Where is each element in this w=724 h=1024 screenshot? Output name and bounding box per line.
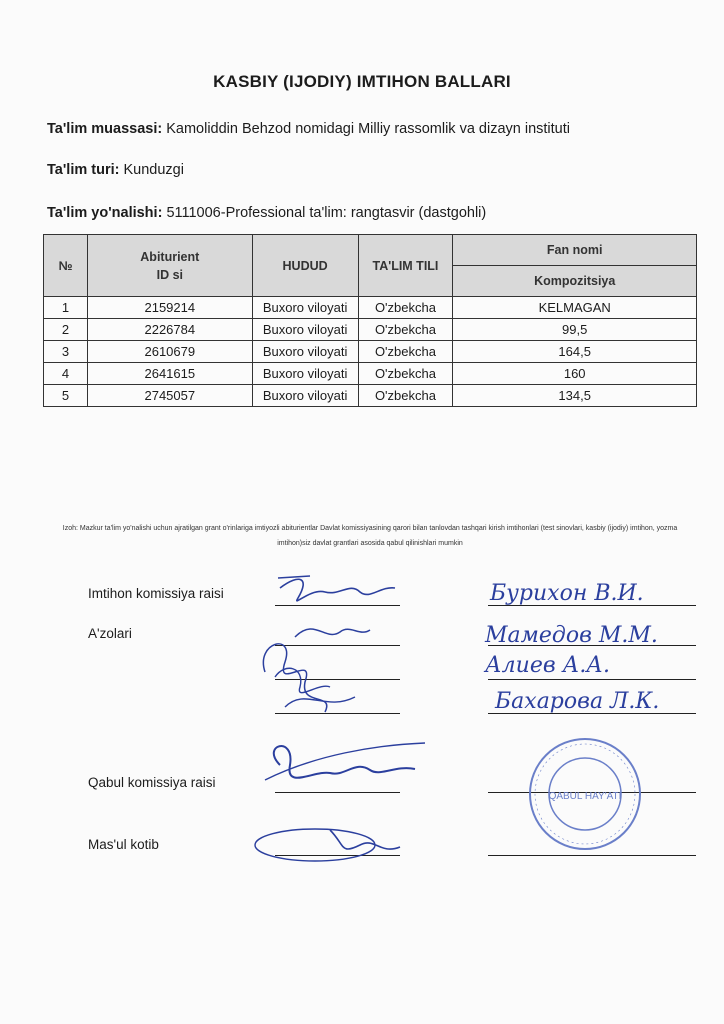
- cell-score: 99,5: [453, 319, 697, 341]
- scores-table: [43, 234, 697, 407]
- document-title: KASBIY (IJODIY) IMTIHON BALLARI: [213, 72, 511, 91]
- header-subject-group: Fan nomi: [453, 235, 697, 266]
- info-label: Ta'lim yo'nalishi:: [47, 205, 163, 221]
- signature-admission-chair: [255, 735, 425, 795]
- handwritten-name: Алиев А.А.: [485, 653, 610, 678]
- signature-members: [245, 612, 395, 722]
- info-value: 5111006-Professional ta'lim: rangtasvir (dastgohli): [166, 205, 487, 221]
- header-region: HUDUD: [252, 235, 358, 297]
- cell-score: KELMAGAN: [453, 297, 697, 319]
- cell-id: 2745057: [87, 385, 252, 407]
- cell-id: 2641615: [87, 363, 252, 385]
- cell-id: 2226784: [87, 319, 252, 341]
- table-row: [44, 297, 697, 319]
- label-members: A'zolari: [88, 626, 132, 641]
- header-subject: Kompozitsiya: [453, 266, 697, 297]
- handwritten-name: Бахарова Л.К.: [495, 689, 660, 714]
- cell-language: O'zbekcha: [358, 385, 453, 407]
- label-secretary: Mas'ul kotib: [88, 837, 159, 852]
- cell-number: 5: [44, 385, 88, 407]
- official-stamp: [528, 737, 642, 851]
- cell-region: Buxoro viloyati: [252, 341, 358, 363]
- info-label: Ta'lim muassasi:: [47, 121, 163, 137]
- table-row: [44, 363, 697, 385]
- header-number: №: [44, 235, 88, 297]
- cell-region: Buxoro viloyati: [252, 363, 358, 385]
- footnote: Izoh: Mazkur ta'lim yo'nalishi uchun ajratilgan grant o'rinlariga imtiyozli abiturientlar Davlat komissiyasining qarori bilan tanlovdan tashqari kirish imtihonlari (test sinovlari, kasbiy (ijodiy) imtihon, yozma imtihon)siz davlat grantlari asosida qabul qilinishlari mumkin: [62, 525, 678, 547]
- cell-number: 4: [44, 363, 88, 385]
- cell-language: O'zbekcha: [358, 297, 453, 319]
- cell-number: 3: [44, 341, 88, 363]
- info-study-form: [47, 162, 184, 178]
- info-value: Kunduzgi: [123, 162, 184, 178]
- table-row: [44, 385, 697, 407]
- cell-id: 2610679: [87, 341, 252, 363]
- name-line: [488, 855, 696, 856]
- header-applicant-id: [87, 235, 252, 297]
- cell-score: 164,5: [453, 341, 697, 363]
- handwritten-name: Мамедов М.М.: [485, 623, 658, 648]
- label-admission-chair: Qabul komissiya raisi: [88, 775, 216, 790]
- handwritten-name: Бурихон В.И.: [490, 581, 644, 606]
- cell-number: 2: [44, 319, 88, 341]
- label-exam-chair: Imtihon komissiya raisi: [88, 586, 224, 601]
- handwritten-names: [480, 570, 700, 730]
- cell-language: O'zbekcha: [358, 319, 453, 341]
- header-applicant-id-label: Abiturient ID si: [140, 249, 200, 282]
- signature-secretary: [250, 815, 420, 865]
- info-direction: [47, 205, 486, 221]
- table-row: [44, 341, 697, 363]
- cell-region: Buxoro viloyati: [252, 319, 358, 341]
- cell-language: O'zbekcha: [358, 363, 453, 385]
- cell-number: 1: [44, 297, 88, 319]
- cell-score: 134,5: [453, 385, 697, 407]
- info-label: Ta'lim turi:: [47, 162, 120, 178]
- cell-score: 160: [453, 363, 697, 385]
- cell-language: O'zbekcha: [358, 341, 453, 363]
- signature-exam-chair: [270, 568, 410, 613]
- cell-region: Buxoro viloyati: [252, 297, 358, 319]
- cell-id: 2159214: [87, 297, 252, 319]
- header-language: TA'LIM TILI: [358, 235, 453, 297]
- table-row: [44, 319, 697, 341]
- info-institution: [47, 121, 570, 137]
- info-value: Kamoliddin Behzod nomidagi Milliy rassomlik va dizayn instituti: [166, 121, 570, 137]
- cell-region: Buxoro viloyati: [252, 385, 358, 407]
- stamp-text: QABUL HAY'ATI: [548, 791, 622, 802]
